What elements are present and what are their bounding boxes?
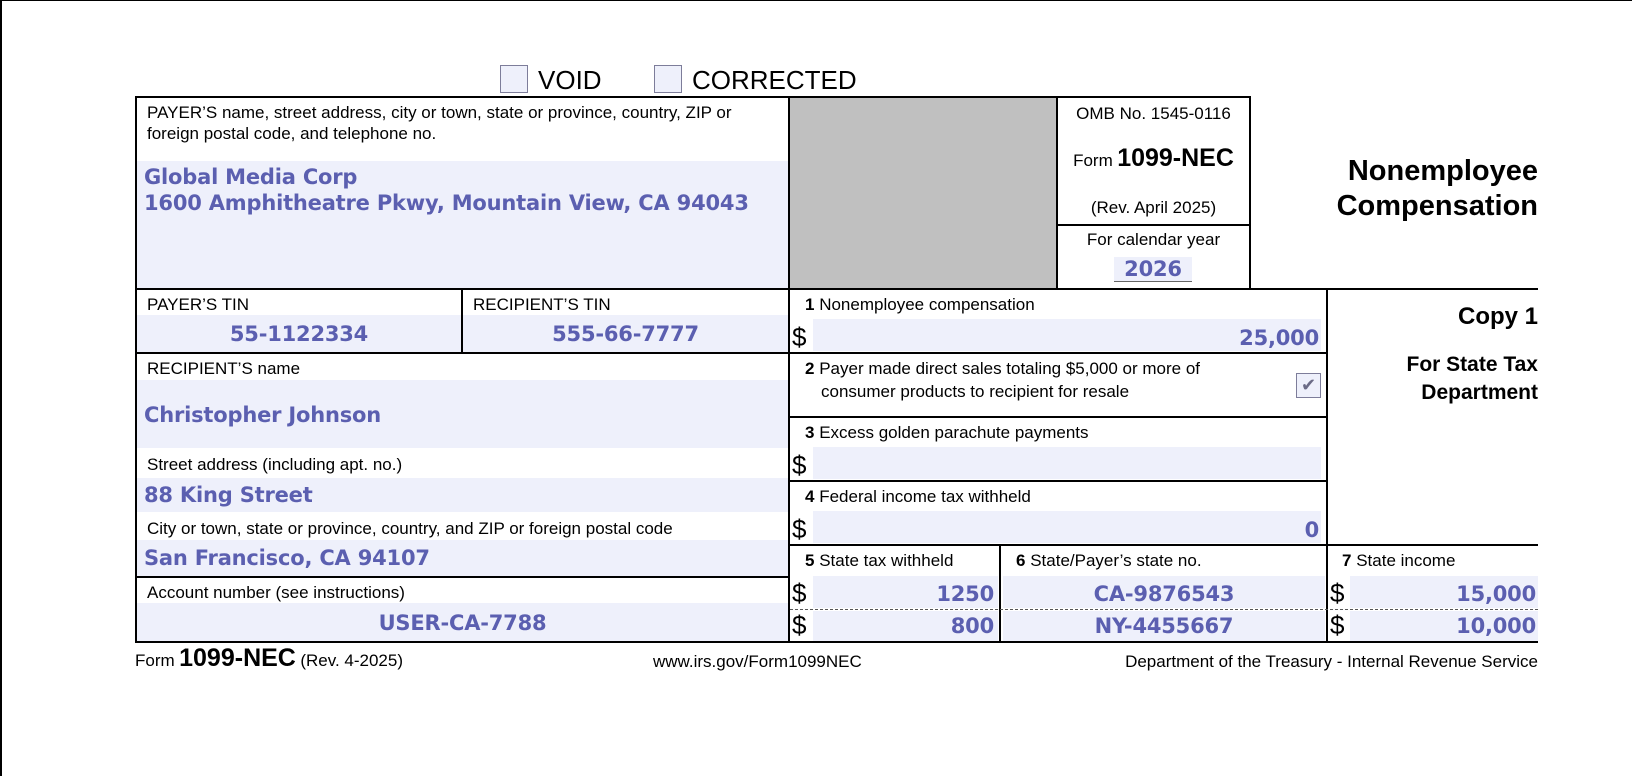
box4-text: Federal income tax withheld [819, 487, 1031, 506]
corrected-checkbox[interactable] [654, 65, 682, 93]
box4-label [805, 486, 1031, 507]
box1-text: Nonemployee compensation [819, 295, 1035, 314]
divider-state-row [788, 544, 1538, 546]
divider-omb-right [1249, 96, 1251, 289]
box5-number: 5 [805, 551, 815, 570]
copy-for-line1: For State Tax [1406, 353, 1538, 376]
footer-form-name: 1099-NEC [179, 644, 296, 672]
city-value: San Francisco, CA 94107 [144, 546, 430, 570]
account-value: USER-CA-7788 [378, 611, 547, 635]
account-label: Account number (see instructions) [147, 583, 405, 602]
box7-text: State income [1356, 551, 1456, 570]
checkmark-icon: ✔ [1300, 375, 1317, 395]
box6-number: 6 [1016, 551, 1026, 570]
box1-label [805, 294, 1035, 315]
box2-text-line1: Payer made direct sales totaling $5,000 or more of [819, 359, 1201, 378]
form-title-line2: Compensation [1336, 190, 1538, 222]
divider-calendar [1056, 224, 1251, 226]
payer-label: PAYER’S name, street address, city or town, state or province, country, ZIP or foreign postal code, and telephone no. [147, 103, 732, 143]
box2-label-line1 [805, 358, 1200, 379]
box1-dollar: $ [792, 322, 807, 352]
box1-number: 1 [805, 295, 815, 314]
payer-address: 1600 Amphitheatre Pkwy, Mountain View, CA 94043 [144, 191, 749, 215]
box3-label [805, 422, 1089, 443]
box7-dollar-1: $ [1330, 578, 1345, 608]
street-label: Street address (including apt. no.) [147, 455, 403, 474]
box5-label [805, 550, 953, 571]
corrected-label: CORRECTED [692, 65, 857, 95]
box4-value: 0 [1304, 518, 1319, 542]
void-label: VOID [538, 65, 602, 95]
footer-agency: Department of the Treasury - Internal Revenue Service [1125, 652, 1538, 671]
box6-value-1: CA-9876543 [1093, 582, 1235, 606]
divider-right [1326, 288, 1328, 642]
border-top [135, 96, 1251, 98]
payer-tin-label: PAYER’S TIN [147, 295, 250, 314]
box2-number: 2 [805, 359, 815, 378]
payer-tin-value: 55-1122334 [229, 322, 369, 346]
payer-name: Global Media Corp [144, 165, 358, 189]
divider-box4 [788, 480, 1328, 482]
void-checkbox[interactable] [500, 65, 528, 93]
box7-number: 7 [1342, 551, 1352, 570]
divider-omb-left [1056, 96, 1058, 289]
form-title [1058, 144, 1249, 173]
footer-form-prefix: Form [135, 651, 175, 670]
box2-label-line2: consumer products to recipient for resale [821, 382, 1130, 401]
divider-row-recipient [135, 352, 1328, 354]
form-name: 1099-NEC [1117, 144, 1234, 172]
recipient-name-label: RECIPIENT’S name [147, 359, 301, 378]
box5-value-1: 1250 [936, 582, 994, 606]
recipient-tin-label: RECIPIENT’S TIN [473, 295, 611, 314]
recipient-tin-value: 555-66-7777 [552, 322, 699, 346]
box4-number: 4 [805, 487, 815, 506]
box6-value-2: NY-4455667 [1094, 614, 1234, 638]
copy-label: Copy 1 [1457, 303, 1538, 330]
box6-label [1016, 550, 1202, 571]
omb-number: OMB No. 1545-0116 [1076, 104, 1231, 123]
recipient-name-value: Christopher Johnson [144, 403, 381, 427]
form-title-line1: Nonemployee [1347, 155, 1538, 187]
shaded-box [790, 98, 1056, 288]
box5-dollar-1: $ [792, 578, 807, 608]
box4-dollar: $ [792, 514, 807, 544]
form-prefix: Form [1073, 151, 1113, 170]
box5-dollar-2: $ [792, 610, 807, 640]
box2-checkbox[interactable] [1296, 373, 1321, 398]
form-revision: (Rev. April 2025) [1090, 198, 1217, 217]
footer-revision: (Rev. 4-2025) [300, 651, 403, 670]
box5-text: State tax withheld [819, 551, 954, 570]
footer-form-id [135, 644, 403, 673]
divider-box3 [788, 416, 1328, 418]
city-label: City or town, state or province, country, and ZIP or foreign postal code [147, 519, 673, 538]
street-value: 88 King Street [144, 483, 313, 507]
box3-text: Excess golden parachute payments [819, 423, 1089, 442]
divider-box5-6 [999, 544, 1001, 642]
box7-dollar-2: $ [1330, 610, 1345, 640]
state-rows-divider [790, 609, 1538, 610]
box5-value-2: 800 [950, 614, 994, 638]
box7-value-1: 15,000 [1456, 582, 1536, 606]
calendar-year-value: 2026 [1124, 257, 1182, 281]
box3-field[interactable] [813, 447, 1321, 479]
box3-number: 3 [805, 423, 815, 442]
divider-account [135, 576, 790, 578]
box1-value: 25,000 [1239, 326, 1319, 350]
calendar-year-label: For calendar year [1086, 230, 1221, 249]
box7-label [1342, 550, 1455, 571]
footer-url[interactable]: www.irs.gov/Form1099NEC [653, 652, 862, 671]
copy-for-line2: Department [1421, 381, 1538, 404]
box6-text: State/Payer’s state no. [1030, 551, 1202, 570]
box7-value-2: 10,000 [1456, 614, 1536, 638]
box3-dollar: $ [792, 450, 807, 480]
